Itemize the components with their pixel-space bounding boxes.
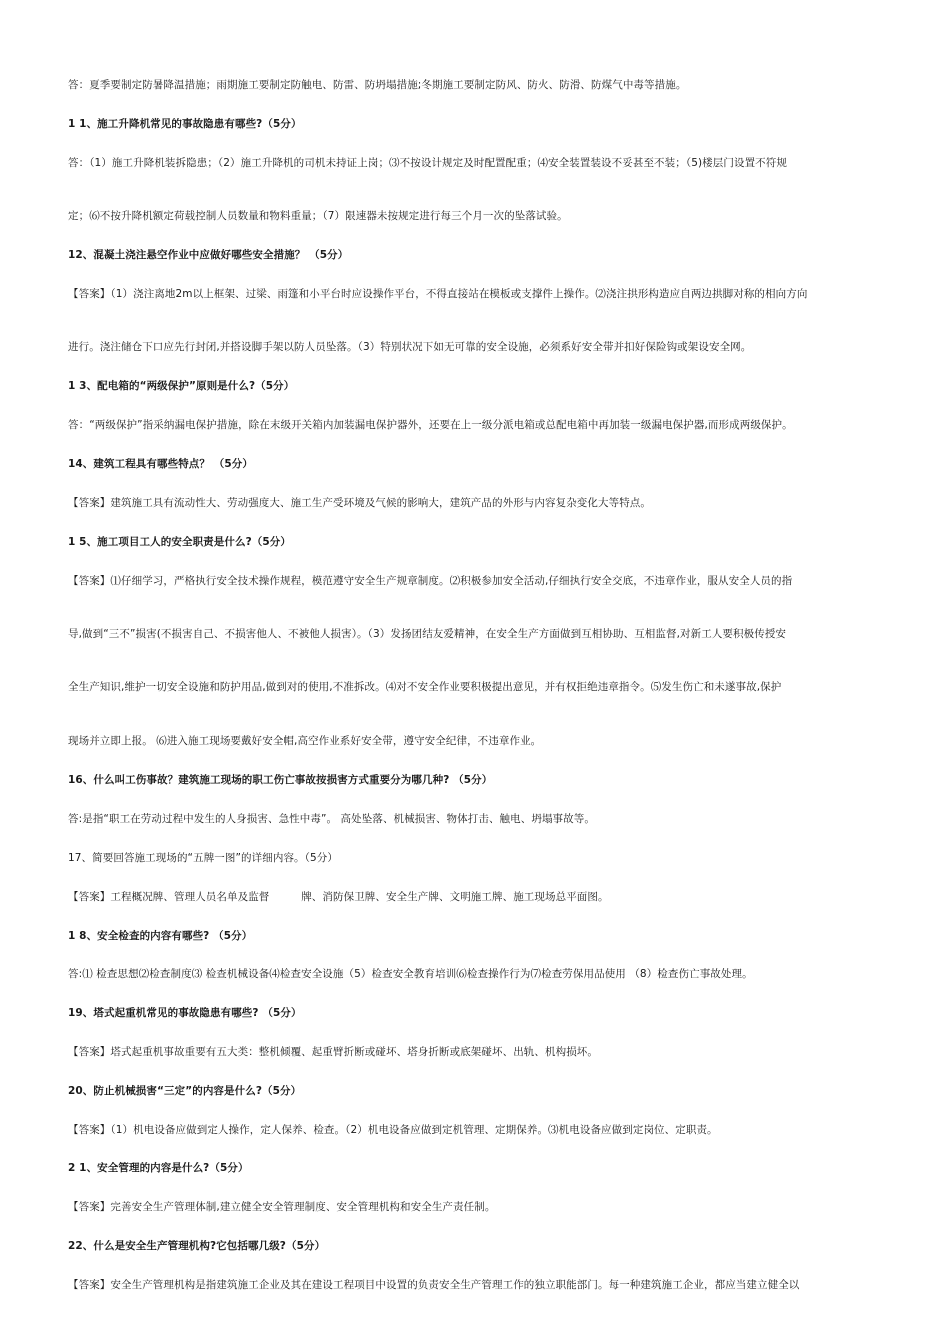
question-21: 2 1、安全管理的内容是什么?（5分） bbox=[68, 1162, 249, 1174]
answer-line-21: 【答案】完善安全生产管理体制,建立健全安全管理制度、安全管理机构和安全生产责任制。 bbox=[68, 1201, 496, 1213]
question-15: 1 5、施工项目工人的安全职责是什么?（5分） bbox=[68, 536, 291, 548]
question-11: 1 1、施工升降机常见的事故隐患有哪些?（5分） bbox=[68, 118, 302, 130]
question-13: 1 3、配电箱的“两级保护”原则是什么?（5分） bbox=[68, 380, 295, 392]
question-17: 17、简要回答施工现场的“五牌一图”的详细内容。（5分） bbox=[68, 852, 338, 864]
question-19: 19、塔式起重机常见的事故隐患有哪些? （5分） bbox=[68, 1007, 302, 1019]
answer-line-20: 【答案】（1）机电设备应做到定人操作，定人保养、检查。（2）机电设备应做到定机管理、定期保养。⑶机电设备应做到定岗位、定职责。 bbox=[68, 1124, 718, 1136]
answer-line-17: 【答案】工程概况牌、管理人员名单及监督 牌、消防保卫牌、安全生产牌、文明施工牌、施工现场总平面图。 bbox=[68, 891, 609, 903]
answer-line-19: 【答案】塔式起重机事故重要有五大类：整机倾覆、起重臂折断或碰坏、塔身折断或底架碰坏、出轨、机构损坏。 bbox=[68, 1046, 598, 1058]
answer-line-15d: 现场并立即上报。 ⑹进入施工现场要戴好安全帽,高空作业系好安全带，遵守安全纪律，不违章作业。 bbox=[68, 735, 542, 747]
question-22: 22、什么是安全生产管理机构?它包括哪几级?（5分） bbox=[68, 1240, 326, 1252]
answer-line-18: 答:⑴ 检查思想⑵检查制度⑶ 检查机械设备⑷检查安全设施（5）检查安全教育培训⑹检查操作行为⑺检查劳保用品使用 （8）检查伤亡事故处理。 bbox=[68, 968, 753, 980]
answer-line-12a: 【答案】（1）浇注离地2m以上框架、过梁、雨篷和小平台时应设操作平台，不得直接站在模板或支撑件上操作。⑵浇注拱形构造应自两边拱脚对称的相向方向 bbox=[68, 288, 808, 300]
answer-line-14: 【答案】建筑施工具有流动性大、劳动强度大、施工生产受环境及气候的影响大，建筑产品的外形与内容复杂变化大等特点。 bbox=[68, 497, 651, 509]
question-18: 1 8、安全检查的内容有哪些? （5分） bbox=[68, 930, 253, 942]
answer-line-15b: 导,做到“三不”损害(不损害自己、不损害他人、不被他人损害）。（3）发扬团结友爱精神，在安全生产方面做到互相协助、互相监督,对新工人要积极传授安 bbox=[68, 628, 787, 640]
question-14: 14、建筑工程具有哪些特点？ （5分） bbox=[68, 458, 253, 470]
answer-line-22: 【答案】安全生产管理机构是指建筑施工企业及其在建设工程项目中设置的负责安全生产管理工作的独立职能部门。每一种建筑施工企业，都应当建立健全以 bbox=[68, 1279, 800, 1291]
answer-line-16: 答:是指“职工在劳动过程中发生的人身损害、急性中毒”。 高处坠落、机械损害、物体打击、触电、坍塌事故等。 bbox=[68, 813, 595, 825]
answer-line-13: 答：“两级保护”指采纳漏电保护措施，除在末级开关箱内加装漏电保护器外，还要在上一级分派电箱或总配电箱中再加装一级漏电保护器,而形成两级保护。 bbox=[68, 419, 793, 431]
question-20: 20、防止机械损害“三定”的内容是什么?（5分） bbox=[68, 1085, 302, 1097]
question-12: 12、混凝土浇注悬空作业中应做好哪些安全措施？ （5分） bbox=[68, 249, 349, 261]
answer-line-11b: 定；⑹不按升降机额定荷载控制人员数量和物料重量；（7）限速器未按规定进行每三个月一次的坠落试验。 bbox=[68, 210, 568, 222]
answer-line-15a: 【答案】⑴仔细学习，严格执行安全技术操作规程，模范遵守安全生产规章制度。⑵积极参加安全活动,仔细执行安全交底，不违章作业，服从安全人员的指 bbox=[68, 575, 793, 587]
answer-line-10: 答：夏季要制定防暑降温措施；雨期施工要制定防触电、防雷、防坍塌措施;冬期施工要制定防风、防火、防滑、防煤气中毒等措施。 bbox=[68, 79, 687, 91]
answer-line-12b: 进行。浇注储仓下口应先行封闭,并搭设脚手架以防人员坠落。（3）特别状况下如无可靠的安全设施，必须系好安全带并扣好保险钩或架设安全网。 bbox=[68, 341, 752, 353]
answer-line-11a: 答：（1）施工升降机装拆隐患；（2）施工升降机的司机未持证上岗；⑶不按设计规定及时配置配重；⑷安全装置装设不妥甚至不装；（5)楼层门设置不符规 bbox=[68, 157, 787, 169]
question-16: 16、什么叫工伤事故？建筑施工现场的职工伤亡事故按损害方式重要分为哪几种? （5分） bbox=[68, 774, 493, 786]
answer-line-15c: 全生产知识,维护一切安全设施和防护用品,做到对的使用,不准拆改。⑷对不安全作业要积极提出意见，并有权拒绝违章指令。⑸发生伤亡和未遂事故,保护 bbox=[68, 681, 782, 693]
